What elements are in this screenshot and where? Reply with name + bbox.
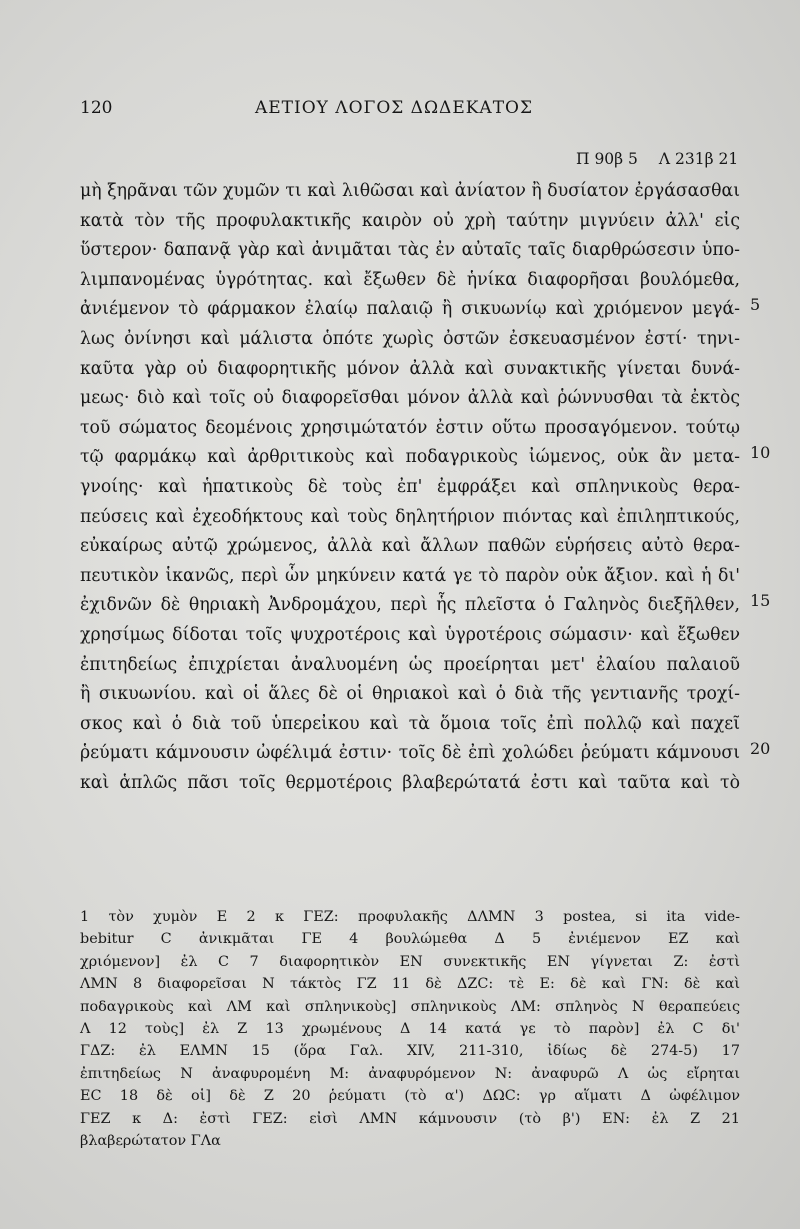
text-line: εὐκαίρως αὐτῷ χρώμενος, ἀλλὰ καὶ ἄλλων παθῶν εὑρήσεις αὐτὸ θερα- (80, 536, 740, 557)
apparatus-line: ἐπιτηδείως Ν ἀναφυρομένη Μ: ἀναφυρόμενον Ν: ἀναφυρῶ Λ ὡς εἴρηται (80, 1065, 740, 1082)
line-number: 20 (750, 739, 771, 759)
manuscript-reference (576, 150, 754, 168)
text-line: λως ὀνίνησι καὶ μάλιστα ὁπότε χωρὶς ὀστῶν ἐσκευασμένον ἐστί· τηνι- (80, 328, 740, 349)
apparatus-line: EC 18 δὲ οἱ] δὲ Ζ 20 ῥεύματι (τὸ α') ΔΩC: γρ αἵματι Δ ὠφέλιμον (80, 1088, 740, 1105)
text-line: χρησίμως δίδοται τοῖς ψυχροτέροις καὶ ὑγροτέροις σώμασιν· καὶ ἔξωθεν (80, 624, 740, 645)
text-line: ῥεύματι κάμνουσιν ὠφέλιμά ἐστιν· τοῖς δὲ ἐπὶ χολώδει ῥεύματι κάμνουσι (80, 743, 740, 764)
text-line: ὕστερον· δαπανᾷ γὰρ καὶ ἀνιμᾶται τὰς ἐν αὐταῖς ταῖς διαρθρώσεσιν ὑπο- (80, 240, 740, 261)
apparatus-line: bebitur C ἀνικμᾶται ΓΕ 4 βουλώμεθα Δ 5 ἐνιέμενον ΕΖ καὶ (80, 931, 740, 948)
page-number: 120 (80, 98, 113, 118)
apparatus-line: ΓΔΖ: ἐλ ΕΛΜΝ 15 (ὅρα Γαλ. XIV, 211-310, ἰδίως δὲ 274-5) 17 (80, 1043, 740, 1060)
text-line: τῷ φαρμάκῳ καὶ ἀρθριτικοὺς καὶ ποδαγρικοὺς ἰώμενος, οὐκ ἂν μετα- (80, 447, 740, 468)
text-line: μὴ ξηρᾶναι τῶν χυμῶν τι καὶ λιθῶσαι καὶ ἀνίατον ἢ δυσίατον ἐργάσασθαι (80, 181, 740, 201)
running-header (80, 98, 720, 128)
text-line: καῦτα γὰρ οὐ διαφορητικῆς μόνον ἀλλὰ καὶ συνακτικῆς γίνεται δυνά- (80, 358, 740, 379)
text-line: ἐχιδνῶν δὲ θηριακὴ Ἀνδρομάχου, περὶ ἧς πλεῖστα ὁ Γαληνὸς διεξῆλθεν, (80, 595, 740, 616)
text-line: γνοίης· καὶ ἡπατικοὺς δὲ τοὺς ἐπ' ἐμφράξει καὶ σπληνικοὺς θερα- (80, 476, 740, 497)
main-text (80, 177, 771, 798)
apparatus-line: Λ 12 τοὺς] ἐλ Ζ 13 χρωμένους Δ 14 κατά γε τὸ παρὸν] ἐλ C δι' (80, 1020, 740, 1037)
text-line: καὶ ἁπλῶς πᾶσι τοῖς θερμοτέροις βλαβερώτατά ἐστι καὶ ταῦτα καὶ τὸ (80, 772, 740, 793)
reference-right: Λ 231β 21 (658, 150, 739, 168)
apparatus-line: ΓΕΖ κ Δ: ἐστὶ ΓΕΖ: εἰσὶ ΛΜΝ κάμνουσιν (τὸ β') ΕΝ: ἐλ Ζ 21 (80, 1110, 740, 1127)
text-line: λιμπανομένας ὑγρότητας. καὶ ἔξωθεν δὲ ἡνίκα διαφορῆσαι βουλόμεθα, (80, 269, 740, 290)
critical-apparatus (80, 906, 740, 1152)
reference-left: Π 90β 5 (576, 150, 638, 168)
apparatus-line: χριόμενον] ἐλ C 7 διαφορητικὸν ΕΝ συνεκτικῆς ΕΝ γίγνεται Ζ: ἐστὶ (80, 953, 740, 970)
line-number: 5 (750, 295, 761, 315)
text-line: μεως· διὸ καὶ τοῖς οὐ διαφορεῖσθαι μόνον ἀλλὰ καὶ ῥώννυσθαι τὰ ἐκτὸς (80, 388, 740, 409)
line-number: 10 (750, 443, 771, 463)
line-number: 15 (750, 591, 771, 611)
text-line: τοῦ σώματος δεομένοις χρησιμώτατόν ἐστιν οὕτω προσαγόμενον. τούτῳ (80, 417, 740, 438)
text-line: πευτικὸν ἱκανῶς, περὶ ὧν μηκύνειν κατά γε τὸ παρὸν οὐκ ἄξιον. καὶ ἡ δι' (80, 565, 740, 586)
apparatus-line: βλαβερώτατον ΓΛα (80, 1132, 221, 1149)
running-title: ΑΕΤΙΟΥ ΛΟΓΟΣ ΔΩΔΕΚΑΤΟΣ (255, 98, 534, 118)
apparatus-line: 1 τὸν χυμὸν E 2 κ ΓΕΖ: προφυλακῆς ΔΛΜΝ 3 postea, si ita vide- (80, 909, 740, 925)
text-line: κατὰ τὸν τῆς προφυλακτικῆς καιρὸν οὐ χρὴ ταύτην μιγνύειν ἀλλ' εἰς (80, 210, 740, 231)
text-line: ἀνιέμενον τὸ φάρμακον ἐλαίῳ παλαιῷ ἢ σικυωνίῳ καὶ χριόμενον μεγά- (80, 299, 740, 320)
apparatus-line: ποδαγρικοὺς καὶ ΛΜ καὶ σπληνικοὺς] σπληνικοὺς ΛΜ: σπληνὸς Ν θεραπεύεις (80, 998, 740, 1015)
apparatus-line: ΛΜΝ 8 διαφορεῖσαι Ν τάκτὸς ΓΖ 11 δὲ ΔΖC: τὲ Ε: δὲ καὶ ΓΝ: δὲ καὶ (80, 976, 740, 993)
text-line: σκος καὶ ὁ διὰ τοῦ ὑπερεἰκου καὶ τὰ ὅμοια τοῖς ἐπὶ πολλῷ καὶ παχεῖ (80, 713, 740, 734)
text-line: πεύσεις καὶ ἐχεοδήκτους καὶ τοὺς δηλητήριον πιόντας καὶ ἐπιληπτικούς, (80, 506, 740, 527)
text-line: ἐπιτηδείως ἐπιχρίεται ἀναλυομένη ὡς προείρηται μετ' ἐλαίου παλαιοῦ (80, 654, 740, 675)
text-line: ἢ σικυωνίου. καὶ οἱ ἅλες δὲ οἱ θηριακοὶ καὶ ὁ διὰ τῆς γεντιανῆς τροχί- (80, 684, 740, 705)
